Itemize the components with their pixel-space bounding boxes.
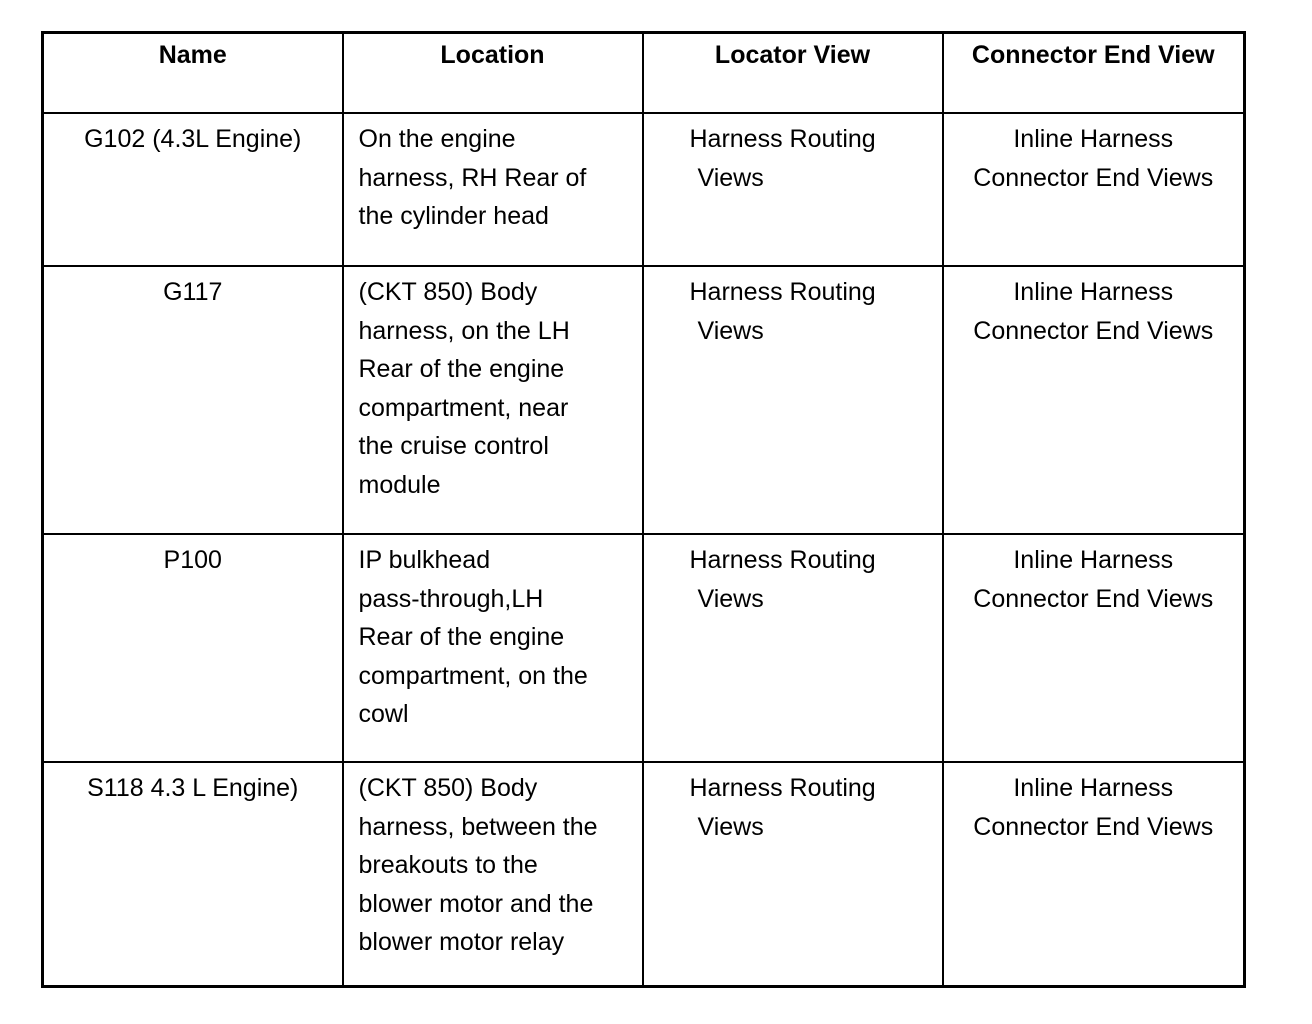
connector-end-view-cell (943, 534, 1245, 762)
location-line: harness, RH Rear of (358, 163, 587, 192)
connector-end-view-line: Connector End Views (973, 163, 1214, 192)
header-location: Location (343, 33, 643, 114)
location-line: module (358, 470, 441, 499)
locator-view-cell (643, 113, 943, 266)
name-cell (43, 266, 343, 534)
connector-end-view-line: Inline Harness (1013, 278, 1174, 306)
connector-end-view-line: Connector End Views (973, 584, 1214, 613)
location-cell (343, 762, 643, 987)
connector-end-view-line: Inline Harness (1013, 125, 1174, 153)
connector-end-view-line: Connector End Views (973, 316, 1214, 345)
location-cell (343, 534, 643, 762)
name-cell (43, 113, 343, 266)
location-line: IP bulkhead (358, 546, 491, 574)
location-line: Rear of the engine (358, 355, 565, 383)
table-row (43, 762, 1245, 987)
table-row (43, 266, 1245, 534)
locator-view-line: Views (697, 316, 764, 345)
connector-end-view-line: Connector End Views (973, 812, 1214, 841)
table-row (43, 113, 1245, 266)
connector-end-view-line: Inline Harness (1013, 546, 1174, 574)
location-line: the cruise control (358, 432, 549, 460)
name-cell (43, 534, 343, 762)
connector-location-table (41, 31, 1246, 988)
locator-view-cell (643, 266, 943, 534)
locator-view-line: Harness Routing (689, 278, 876, 306)
name-text: G102 (4.3L Engine) (84, 125, 302, 153)
name-text: P100 (163, 546, 222, 574)
location-line: the cylinder head (358, 202, 549, 230)
location-cell (343, 266, 643, 534)
locator-view-cell (643, 762, 943, 987)
location-line: (CKT 850) Body (358, 278, 538, 306)
name-cell (43, 762, 343, 987)
locator-view-line: Harness Routing (689, 125, 876, 153)
name-text: G117 (163, 278, 223, 306)
header-name: Name (43, 33, 343, 114)
locator-view-line: Harness Routing (689, 774, 876, 802)
header-connector-end-view: Connector End View (943, 33, 1245, 114)
location-line: On the engine (358, 125, 516, 153)
name-text: S118 4.3 L Engine) (87, 774, 299, 802)
connector-end-view-cell (943, 113, 1245, 266)
location-line: compartment, on the (358, 661, 588, 690)
connector-end-view-cell (943, 266, 1245, 534)
location-line: blower motor and the (358, 889, 594, 918)
location-line: blower motor relay (358, 928, 565, 956)
location-line: breakouts to the (358, 851, 538, 879)
locator-view-line: Views (697, 812, 764, 841)
locator-view-cell (643, 534, 943, 762)
connector-end-view-line: Inline Harness (1013, 774, 1174, 802)
location-line: Rear of the engine (358, 623, 565, 651)
location-cell (343, 113, 643, 266)
locator-view-line: Harness Routing (689, 546, 876, 574)
location-line: compartment, near (358, 393, 569, 422)
location-line: cowl (358, 700, 409, 728)
table-row (43, 534, 1245, 762)
table-header-row (43, 33, 1245, 114)
location-line: (CKT 850) Body (358, 774, 538, 802)
location-line: harness, between the (358, 812, 598, 841)
location-line: pass-through,LH (358, 584, 544, 613)
location-line: harness, on the LH (358, 316, 570, 345)
header-locator-view: Locator View (643, 33, 943, 114)
locator-view-line: Views (697, 584, 764, 613)
locator-view-line: Views (697, 163, 764, 192)
connector-end-view-cell (943, 762, 1245, 987)
